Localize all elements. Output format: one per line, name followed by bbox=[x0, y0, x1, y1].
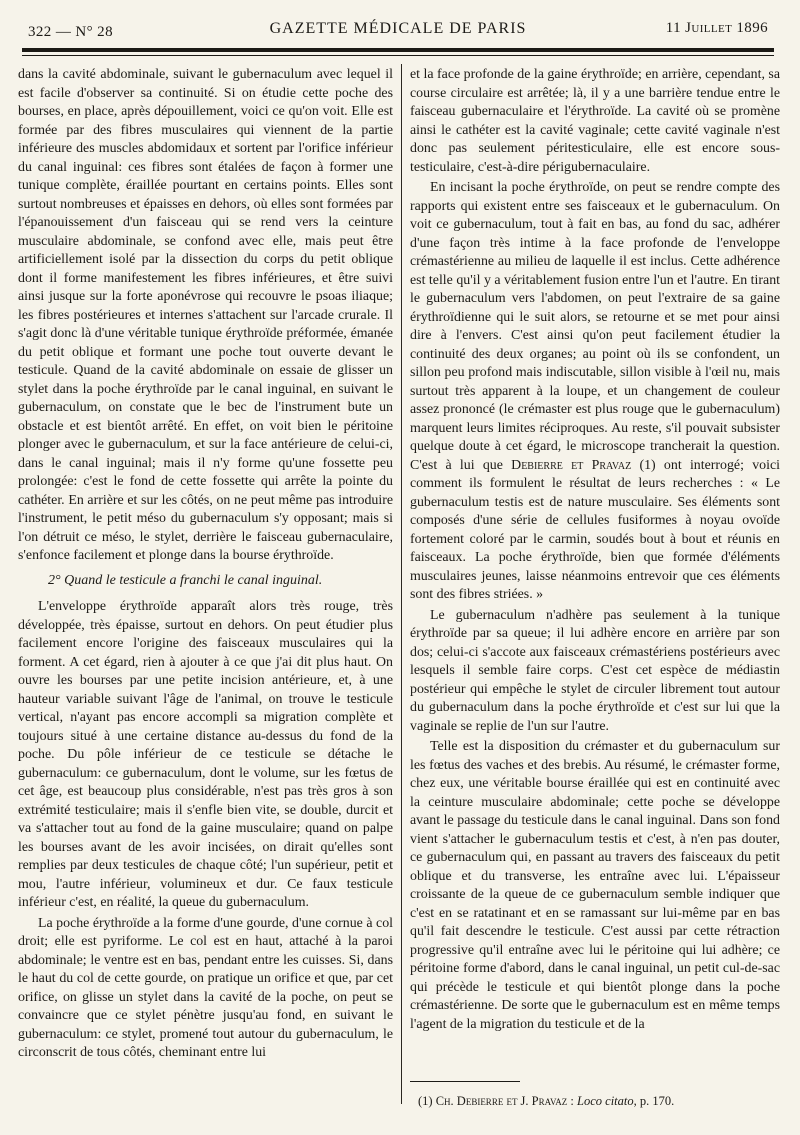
right-paragraph-1: et la face profonde de la gaine érythroïde; en arrière, cependant, sa course circulaire est arrêtée; là, il y a une barrière tendue entre le faisceau gubernaculaire et l'érythroïde. La cavité où se promène ainsi le cathéter est la cavité vaginale; cette cavité vaginale n'est donc pas seulement péritesticulaire, elle est encore sous-testiculaire, c'est-à-dire périgubernaculaire. bbox=[410, 67, 780, 175]
footnote-citation: Loco citato bbox=[577, 1094, 634, 1108]
column-divider bbox=[401, 64, 402, 1104]
footnote-pages: , p. 170. bbox=[633, 1094, 675, 1108]
right-paragraph-4: Telle est la disposition du crémaster et du gubernaculum sur les fœtus des vaches et des brebis. Au résumé, le crémaster forme, chez eux, une véritable bourse éraillée qui est en continuité avec la ceinture musculaire abdominale; cette poche se développe avant le passage du testicule dans le canal inguinal. Dans son fond vient s'attacher le gubernaculum testis et c'est, à n'en pas douter, ce gubernaculum qui, en passant au travers des faisceaux du petit oblique et du transverse, les entraîne avec lui. L'épaisseur croissante de la queue de ce gubernaculum semble indiquer que c'est en se ratatinant et en se ramassant sur lui-même par en bas qu'il fait descendre le testicule. C'est aussi par cette rétraction progressive qu'il entraîne avec lui le péritoine qui lui adhère; ce péritoine forme d'abord, dans le canal inguinal, un petit cul-de-sac qui précède le testicule et qui bientôt plonge dans la poche crémastérienne. De sorte que le gubernaculum est en même temps l'agent de la migration du testicule et de la bbox=[410, 739, 780, 1032]
right-column bbox=[410, 66, 780, 1036]
issue-date: 11 Juillet 1896 bbox=[665, 20, 768, 36]
right-paragraph-2-tail: (1) ont interrogé; voici comment ils formulent le résultat de leurs recherches : « Le gubernaculum testis est de nature musculaire. Ses éléments sont composés d'une série de cellules fusiformes à noyau ovoïde fortement coloré par le carmin, soudés bout à bout et réunis en faisceaux. La poche érythroïde, bien que formée d'éléments musculaires jeunes, laisse néanmoins entrevoir que ces éléments sont des fibres striées. » bbox=[410, 457, 780, 602]
left-paragraph-2: L'enveloppe érythroïde apparaît alors très rouge, très développée, très épaisse, surtout en dehors. On peut étudier plus facilement encore l'origine des faisceaux musculaires qui la forment. A cet égard, rien à ajouter à ce que j'ai dit plus haut. On ouvre les bourses par une petite incision antérieure, et, à une hauteur variable suivant l'âge de l'animal, on trouve le testicule vertical, n'ayant pas encore accompli sa migration complète et toujours situé à une certaine distance au-dessus du fond de la poche. Du pôle inférieur de ce testicule se détache le gubernaculum: ce gubernaculum, dont le volume, sur les fœtus de cet âge, est beaucoup plus considérable, n'est pas très gros à son extrémité testiculaire; mais il s'enfle bien vite, se double, durcit et va s'attacher tout au fond de la gaine musculaire; quand on palpe les bourses avant de les avoir incisées, on dirait qu'elles sont remplies par deux testicules de chaque côté; l'un supérieur, petit et mou, l'autre inférieur, volumineux et dur. Ce faux testicule inférieur c'est, en réalité, la queue du gubernaculum. bbox=[18, 599, 393, 910]
header-rule-thin bbox=[22, 55, 774, 56]
left-paragraph-3: La poche érythroïde a la forme d'une gourde, d'une cornue à col droit; elle est pyriforme. Le col est en haut, attaché à la paroi abdominale; le ventre est en bas, pendant entre les cuisses. Si, dans le haut du col de cette gourde, on pratique un orifice et que, par cet orifice, on glisse un stylet dans la cavité de la poche, on peut se convaincre que ce stylet pénètre jusqu'au fond, en suivant le gubernaculum: ce stylet, promené tout autour du gubernaculum, le circonscrit de tous côtés, cheminant entre lui bbox=[18, 915, 393, 1060]
journal-title: GAZETTE MÉDICALE DE PARIS bbox=[269, 20, 527, 37]
footnote bbox=[418, 1094, 674, 1109]
cited-authors: Debierre et Pravaz bbox=[511, 457, 632, 473]
right-paragraph-2 bbox=[410, 179, 780, 605]
page-header bbox=[28, 18, 768, 44]
footnote-rule bbox=[410, 1081, 520, 1082]
footnote-authors: Ch. Debierre et J. Pravaz : bbox=[435, 1094, 574, 1108]
header-rule-thick bbox=[22, 48, 774, 52]
left-column bbox=[18, 66, 393, 1065]
left-paragraph-1: dans la cavité abdominale, suivant le gubernaculum avec lequel il est facile d'observer sa continuité. Si on étudie cette poche des bourses, en place, après dépouillement, voici ce qu'on voit. Elle est formée par des fibres musculaires qui viennent de la partie inférieure des muscles abdomidaux et sortent par l'orifice inférieur du canal inguinal: ces fibres sont étalées de façon à former une tunique complète, éraillée pourtant en certains points. Elles sont surtout nombreuses et épaisses en dehors, où elles sont formées par l'épanouissement d'un faisceau qui se rend vers la ceinture musculaire abdominale, se confond avec elle, mais peut être artificiellement isolé par la dissection du corps du petit oblique dont il forme manifestement les fibres inférieures, et être suivi ainsi jusque sur la forte aponévrose qui recouvre le psoas iliaque; les fibres postérieures et internes s'attachent sur l'arcade crurale. Il s'agit donc là d'une véritable tunique érythroïde préformée, émanée du petit oblique et formant une poche tout ouverte devant le testicule. Quand de la cavité abdominale on essaie de glisser un stylet dans la poche érythroïde par le canal inguinal, en suivant le gubernaculum, on constate que le bec de l'instrument bute un obstacle et est bientôt arrêté. En effet, on voit bien le péritoine plonger avec le gubernaculum, et sur la face antérieure de celui-ci, dans le canal inguinal; mais il n'y forme qu'une fossette peu prolongée: c'est le fond de cette fossette qui arrête la pointe du cathéter. En arrière et sur les côtés, on ne peut même pas introduire l'instrument, le petit méso du gubernaculum s'y opposant; mais si l'on détruit ce méso, le stylet, derrière le faisceau gubernaculaire, s'enfonce facilement et plonge dans la bourse érythroïde. bbox=[18, 67, 393, 563]
section-heading: 2° Quand le testicule a franchi le canal inguinal. bbox=[48, 572, 323, 588]
page-number: 322 — N° 28 bbox=[28, 24, 113, 40]
footnote-marker: (1) bbox=[418, 1094, 433, 1108]
right-paragraph-3: Le gubernaculum n'adhère pas seulement à la tunique érythroïde par sa queue; il lui adhère encore en arrière par son dos; celui-ci s'accote aux faisceaux crémastériens postérieurs avec lesquels il semble faire corps. C'est cet espèce de médiastin postérieur qui empêche le stylet de circuler librement tout autour du gubernaculum dans la poche érythroïde et c'est sur lui que la vaginale se replie de l'un sur l'autre. bbox=[410, 607, 780, 734]
right-paragraph-2-text: En incisant la poche érythroïde, on peut se rendre compte des rapports qui existent entre ses faisceaux et le gubernaculum. On voit ce gubernaculum, tout à fait en bas, au fond du sac, adhérer d'une façon très intime à la face profonde de l'enveloppe crémastérienne au milieu de laquelle il est inclus. Cette adhérence est telle qu'il y a véritablement fusion entre l'un et l'autre. En tirant le gubernaculum vers l'abdomen, on peut l'extraire de sa gaine érythroïdienne qui le suit alors, se retourne et se met pour ainsi dire à l'envers. C'est ainsi qu'on peut facilement étudier la continuité des deux organes; au point où ils se confondent, un sillon peu profond mais indiscutable, sillon visible à l'œil nu, mais surtout très apparent à la loupe, et un changement de couleur assez prononcé (le crémaster est plus rouge que le gubernaculum) marquent leurs limites réciproques. Au reste, s'il pouvait subsister quelque doute à cet égard, le microscope trancherait la question. C'est à lui que bbox=[410, 180, 780, 473]
